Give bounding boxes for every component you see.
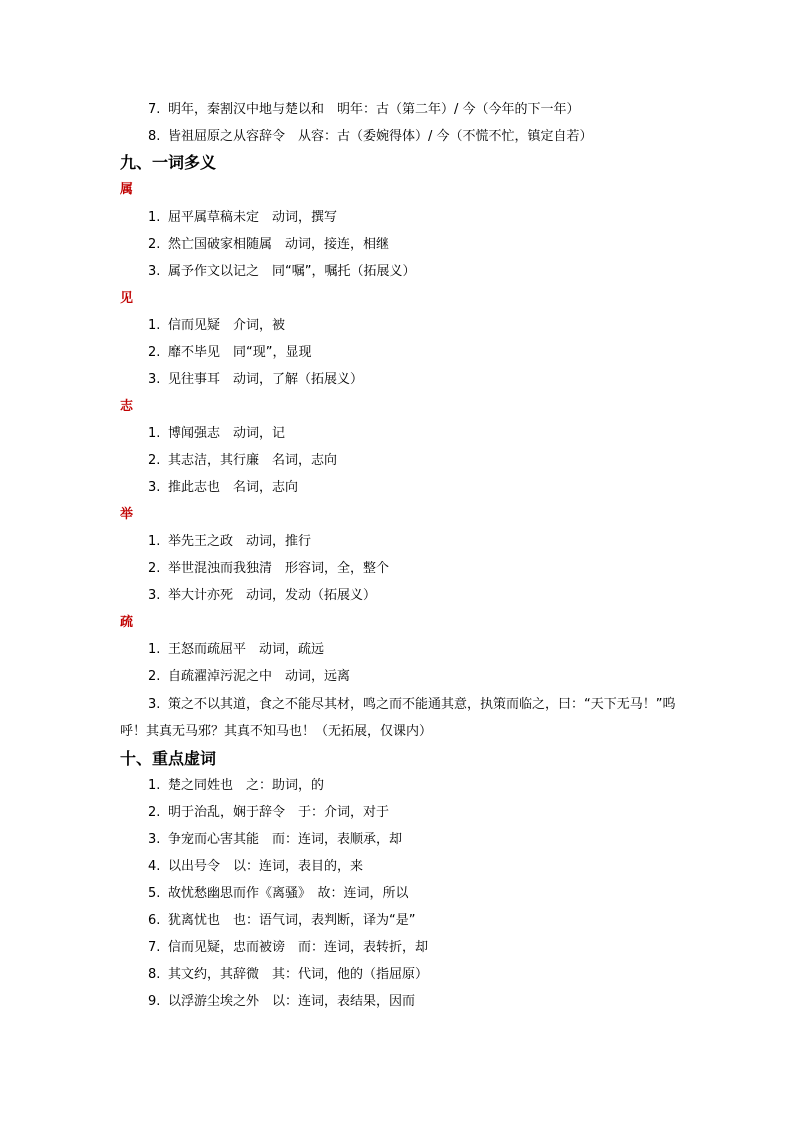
list-item <box>148 128 593 146</box>
item-text: 皆祖屈原之从容辞令 从容：古（委婉得体）/ 今（不慌不忙，镇定自若） <box>168 129 593 144</box>
list-item <box>148 425 285 443</box>
item-number: 2. <box>148 237 161 252</box>
item-text: 推此志也 名词，志向 <box>168 480 299 495</box>
item-number: 3. <box>148 480 161 495</box>
item-text: 属予作文以记之 同“嘱”，嘱托（拓展义） <box>168 264 416 279</box>
item-number: 2. <box>148 669 161 684</box>
item-number: 7. <box>148 102 161 117</box>
list-item <box>148 560 389 578</box>
item-number: 6. <box>148 913 161 928</box>
list-item <box>148 912 415 930</box>
item-number: 2. <box>148 561 161 576</box>
item-text: 见往事耳 动词，了解（拓展义） <box>168 372 364 387</box>
item-number: 2. <box>148 805 161 820</box>
item-text: 其文约，其辞微 其：代词，他的（指屈原） <box>168 967 429 982</box>
list-item <box>148 371 363 389</box>
item-number: 3. <box>148 264 161 279</box>
item-number: 4. <box>148 859 161 874</box>
item-text: 举先王之政 动词，推行 <box>168 534 312 549</box>
list-item <box>148 831 402 849</box>
item-number: 2. <box>148 453 161 468</box>
item-text: 靡不毕见 同“现”，显现 <box>168 345 312 360</box>
item-text: 博闻强志 动词，记 <box>168 426 286 441</box>
list-item <box>148 236 389 254</box>
list-item <box>148 344 311 362</box>
list-item <box>148 804 389 822</box>
item-text: 屈平属草稿未定 动词，撰写 <box>168 210 338 225</box>
list-item <box>148 317 285 335</box>
item-number: 3. <box>148 372 161 387</box>
list-item <box>148 668 350 686</box>
section-heading: 九、一词多义 <box>120 153 217 172</box>
item-number: 1. <box>148 426 161 441</box>
item-text: 以出号令 以：连词，表目的，来 <box>168 859 364 874</box>
item-number: 3. <box>148 832 161 847</box>
keyword-label: 举 <box>120 507 134 522</box>
list-item <box>148 641 324 659</box>
list-item <box>148 587 376 605</box>
item-text: 然亡国破家相随属 动词，接连，相继 <box>168 237 390 252</box>
list-item <box>148 939 428 957</box>
item-text: 举大计亦死 动词，发动（拓展义） <box>168 588 377 603</box>
item-text: 其志洁，其行廉 名词，志向 <box>168 453 338 468</box>
keyword-label: 见 <box>120 291 134 306</box>
item-text: 策之不以其道，食之不能尽其材，鸣之而不能通其意，执策而临之，曰：“天下无马！”呜呼！其真无马邪？其真不知马也！（无拓展，仅课内） <box>120 697 676 739</box>
item-text: 自疏濯淖污泥之中 动词，远离 <box>168 669 351 684</box>
item-text: 以浮游尘埃之外 以：连词，表结果，因而 <box>168 994 416 1009</box>
item-number: 9. <box>148 994 161 1009</box>
item-text: 明年，秦割汉中地与楚以和 明年：古（第二年）/ 今（今年的下一年） <box>168 102 580 117</box>
list-item <box>148 263 415 281</box>
item-number: 2. <box>148 345 161 360</box>
item-number: 1. <box>148 778 161 793</box>
list-item <box>148 777 324 795</box>
section-heading: 十、重点虚词 <box>120 749 217 768</box>
list-item <box>148 479 298 497</box>
list-item <box>148 885 409 903</box>
item-number: 5. <box>148 886 161 901</box>
list-item <box>148 209 337 227</box>
item-number: 1. <box>148 210 161 225</box>
list-item <box>148 452 337 470</box>
keyword-label: 属 <box>120 182 134 197</box>
item-text: 故忧愁幽思而作《离骚》 故：连词，所以 <box>168 886 409 901</box>
item-text: 犹离忧也 也：语气词，表判断，译为“是” <box>168 913 416 928</box>
item-number: 1. <box>148 318 161 333</box>
item-number: 3. <box>148 697 161 712</box>
item-number: 7. <box>148 940 161 955</box>
list-item <box>148 101 580 119</box>
item-number: 8. <box>148 129 161 144</box>
item-text: 楚之同姓也 之：助词，的 <box>168 778 325 793</box>
keyword-label: 疏 <box>120 615 134 630</box>
item-text: 信而见疑，忠而被谤 而：连词，表转折，却 <box>168 940 429 955</box>
list-item <box>120 691 680 745</box>
list-item <box>148 533 311 551</box>
list-item <box>148 858 363 876</box>
item-text: 信而见疑 介词，被 <box>168 318 286 333</box>
list-item <box>148 966 428 984</box>
item-text: 明于治乱，娴于辞令 于：介词，对于 <box>168 805 390 820</box>
list-item <box>148 993 415 1011</box>
item-text: 举世混浊而我独清 形容词，全，整个 <box>168 561 390 576</box>
item-number: 1. <box>148 642 161 657</box>
keyword-label: 志 <box>120 399 134 414</box>
item-number: 8. <box>148 967 161 982</box>
item-text: 王怒而疏屈平 动词，疏远 <box>168 642 325 657</box>
item-number: 3. <box>148 588 161 603</box>
item-number: 1. <box>148 534 161 549</box>
item-text: 争宠而心害其能 而：连词，表顺承，却 <box>168 832 403 847</box>
